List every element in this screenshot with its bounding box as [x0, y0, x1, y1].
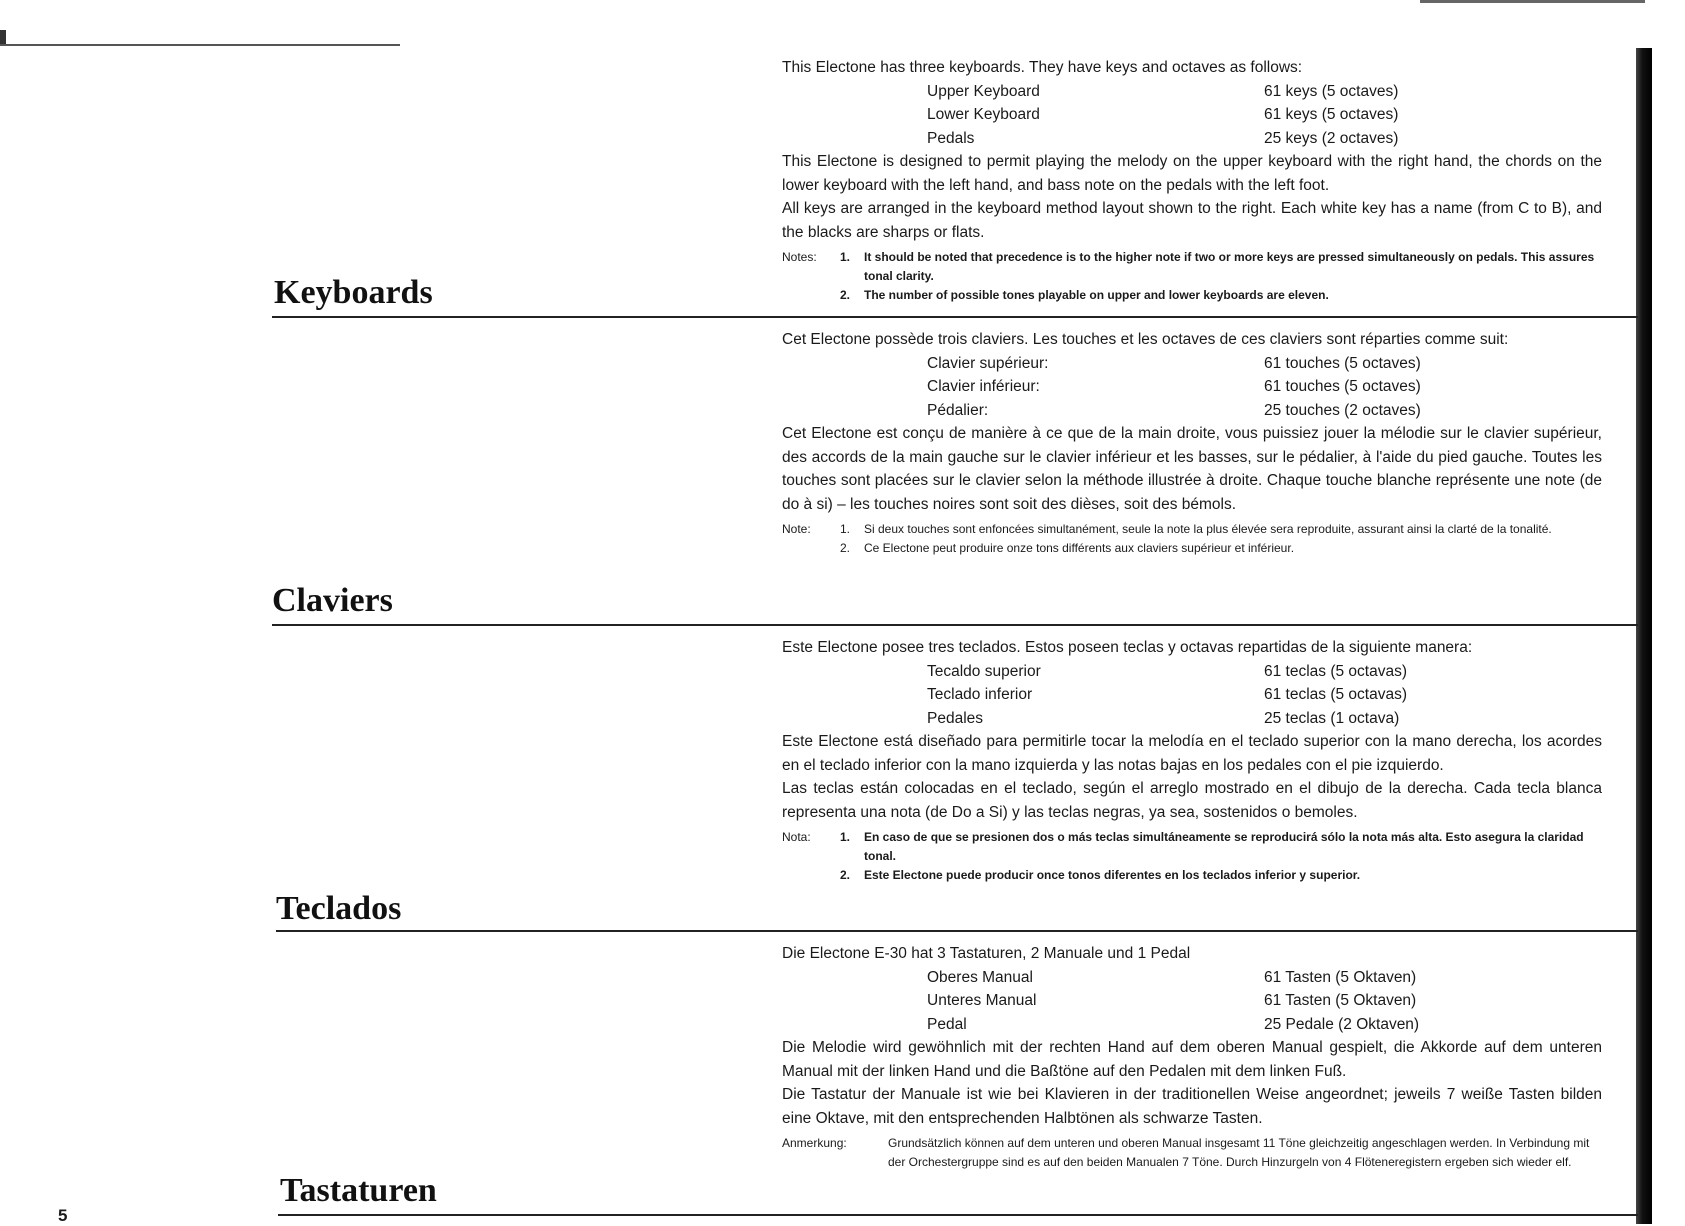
keyboard-keys: 25 touches (2 octaves) — [1264, 401, 1421, 419]
note-number: 1. — [840, 250, 851, 264]
keyboard-name: Lower Keyboard — [927, 106, 1040, 123]
keyboard-table — [927, 966, 1419, 1037]
scan-right-edge-shadow — [1636, 48, 1652, 1224]
intro-text: Die Electone E-30 hat 3 Tastaturen, 2 Manuale und 1 Pedal — [782, 945, 1191, 962]
keyboard-row — [927, 1013, 1419, 1037]
notes-block — [782, 1134, 1602, 1172]
keyboard-row — [927, 352, 1421, 376]
keyboard-keys: 61 Tasten (5 Oktaven) — [1264, 968, 1417, 986]
body-paragraph: Die Melodie wird gewöhnlich mit der rechten Hand auf dem oberen Manual gespielt, die Akkorde auf dem unteren Manual mit der linken Hand und die Baßtöne auf den Pedalen mit dem linken Fuß. — [782, 1039, 1602, 1080]
section-divider — [272, 316, 1638, 318]
body-paragraph: This Electone is designed to permit playing the melody on the upper keyboard with the right hand, the chords on the lower keyboard with the left hand, and bass note on the pedals with the left foot. — [782, 153, 1602, 194]
note-item — [782, 866, 1602, 885]
section-german-body — [782, 942, 1602, 1172]
intro-text: This Electone has three keyboards. They have keys and octaves as follows: — [782, 59, 1303, 76]
notes-label: Notes: — [782, 250, 817, 264]
section-divider — [278, 1214, 1638, 1216]
keyboard-row — [927, 375, 1421, 399]
body-paragraph: Die Tastatur der Manuale ist wie bei Klavieren in der traditionellen Weise angeordnet; jeweils 7 weiße Tasten bilden eine Oktave, mit den entsprechenden Halbtönen als schwarze Tasten. — [782, 1086, 1602, 1127]
note-text: En caso de que se presionen dos o más teclas simultáneamente se reproducirá sólo la nota más alta. Esto asegura la claridad tonal. — [864, 830, 1584, 863]
section-heading: Teclados — [276, 890, 402, 927]
keyboard-row — [927, 683, 1407, 707]
keyboard-name: Teclado inferior — [927, 686, 1033, 703]
section-divider — [276, 930, 1638, 932]
keyboard-name: Oberes Manual — [927, 968, 1033, 986]
keyboard-name: Pedales — [927, 709, 984, 727]
keyboard-keys: 61 teclas (5 octavas) — [1264, 662, 1408, 680]
keyboard-table — [927, 660, 1407, 731]
keyboard-row — [927, 966, 1419, 990]
body-paragraph: Cet Electone est conçu de manière à ce que de la main droite, vous puissiez jouer la mélodie sur le clavier supérieur, des accords de la main gauche sur le clavier inférieur et les basses, sur le pédalier, à l'aide du pied gauche. Toutes les touches sont placées sur le clavier selon la méthode illustrée à droite. Chaque touche blanche représente une note (de do à si) – les touches noires sont soit des dièses, soit des bémols. — [782, 425, 1602, 513]
keyboard-keys: 61 keys (5 octaves) — [1264, 82, 1399, 100]
section-english-body — [782, 56, 1602, 305]
section-french-body — [782, 328, 1602, 558]
keyboard-table — [927, 80, 1398, 151]
body-paragraph: All keys are arranged in the keyboard method layout shown to the right. Each white key has a name (from C to B), and the blacks are sharps or flats. — [782, 200, 1602, 241]
body-paragraph: Este Electone está diseñado para permitirle tocar la melodía en el teclado superior con la mano derecha, los acordes en el teclado inferior con la mano izquierda y las notas bajas en los pedales con el pie izquierdo. — [782, 733, 1602, 774]
keyboard-row — [927, 103, 1398, 127]
intro-text: Este Electone posee tres teclados. Estos poseen teclas y octavas repartidas de la siguiente manera: — [782, 639, 1473, 656]
note-text: Este Electone puede producir once tonos diferentes en los teclados inferior y superior. — [864, 868, 1361, 882]
note-item — [782, 248, 1602, 286]
note-text: It should be noted that precedence is to the higher note if two or more keys are pressed simultaneously on pedals. This assures tonal clarity. — [864, 250, 1595, 283]
keyboard-keys: 25 keys (2 octaves) — [1264, 129, 1399, 147]
keyboard-keys: 61 keys (5 octaves) — [1264, 106, 1399, 123]
note-item — [782, 520, 1602, 539]
keyboard-table — [927, 352, 1421, 423]
intro-text: Cet Electone possède trois claviers. Les touches et les octaves de ces claviers sont réparties comme suit: — [782, 331, 1509, 348]
keyboard-keys: 25 Pedale (2 Oktaven) — [1264, 1015, 1420, 1033]
note-item — [782, 286, 1602, 305]
body-paragraph: Las teclas están colocadas en el teclado, según el arreglo mostrado en el dibujo de la derecha. Cada tecla blanca representa una nota (de Do a Si) y las teclas negras, ya sea, sostenidos o bemoles. — [782, 780, 1602, 821]
keyboard-name: Upper Keyboard — [927, 82, 1040, 100]
note-item — [782, 539, 1602, 558]
page-number: 5 — [58, 1206, 68, 1225]
keyboard-row — [927, 660, 1407, 684]
note-item — [782, 828, 1602, 866]
notes-label: Anmerkung: — [782, 1136, 847, 1150]
section-divider — [272, 624, 1638, 626]
keyboard-row — [927, 707, 1407, 731]
notes-label: Nota: — [782, 830, 811, 844]
keyboard-keys: 61 Tasten (5 Oktaven) — [1264, 992, 1417, 1009]
notes-block — [782, 248, 1602, 305]
section-heading: Tastaturen — [280, 1172, 437, 1209]
keyboard-row — [927, 127, 1398, 151]
note-text: The number of possible tones playable on upper and lower keyboards are eleven. — [864, 288, 1329, 302]
keyboard-name: Pedals — [927, 129, 975, 147]
keyboard-name: Tecaldo superior — [927, 662, 1041, 680]
keyboard-name: Unteres Manual — [927, 992, 1037, 1009]
keyboard-name: Clavier supérieur: — [927, 354, 1049, 372]
keyboard-keys: 61 touches (5 octaves) — [1264, 378, 1421, 395]
note-number: 1. — [840, 830, 851, 844]
notes-block — [782, 828, 1602, 885]
keyboard-name: Pédalier: — [927, 401, 989, 419]
note-item — [782, 1134, 1602, 1172]
keyboard-row — [927, 399, 1421, 423]
notes-block — [782, 520, 1602, 558]
note-number: 1. — [840, 522, 851, 536]
note-number: 2. — [840, 541, 851, 555]
keyboard-keys: 25 teclas (1 octava) — [1264, 709, 1400, 727]
keyboard-row — [927, 989, 1419, 1013]
note-text: Grundsätzlich können auf dem unteren und oberen Manual insgesamt 11 Töne gleichzeitig angeschlagen werden. In Verbindung mit der Orchestergruppe sind es auf den beiden Manualen 7 Töne. Durch Hinzurgeln von 4 Flöteneregistern ergeben sich wieder elf. — [888, 1136, 1590, 1169]
keyboard-name: Clavier inférieur: — [927, 378, 1040, 395]
keyboard-keys: 61 touches (5 octaves) — [1264, 354, 1421, 372]
note-number: 2. — [840, 288, 851, 302]
notes-label: Note: — [782, 522, 811, 536]
note-text: Si deux touches sont enfoncées simultanément, seule la note la plus élevée sera reproduite, assurant ainsi la clarté de la tonalité. — [864, 522, 1552, 536]
note-number: 2. — [840, 868, 851, 882]
section-spanish-body — [782, 636, 1602, 885]
keyboard-name: Pedal — [927, 1015, 967, 1033]
section-heading: Claviers — [272, 582, 393, 619]
note-text: Ce Electone peut produire onze tons différents aux claviers supérieur et inférieur. — [864, 541, 1295, 555]
keyboard-row — [927, 80, 1398, 104]
scan-edge-top — [0, 44, 400, 46]
scan-edge-top-right — [1420, 0, 1645, 3]
keyboard-keys: 61 teclas (5 octavas) — [1264, 686, 1408, 703]
section-heading: Keyboards — [274, 274, 433, 311]
